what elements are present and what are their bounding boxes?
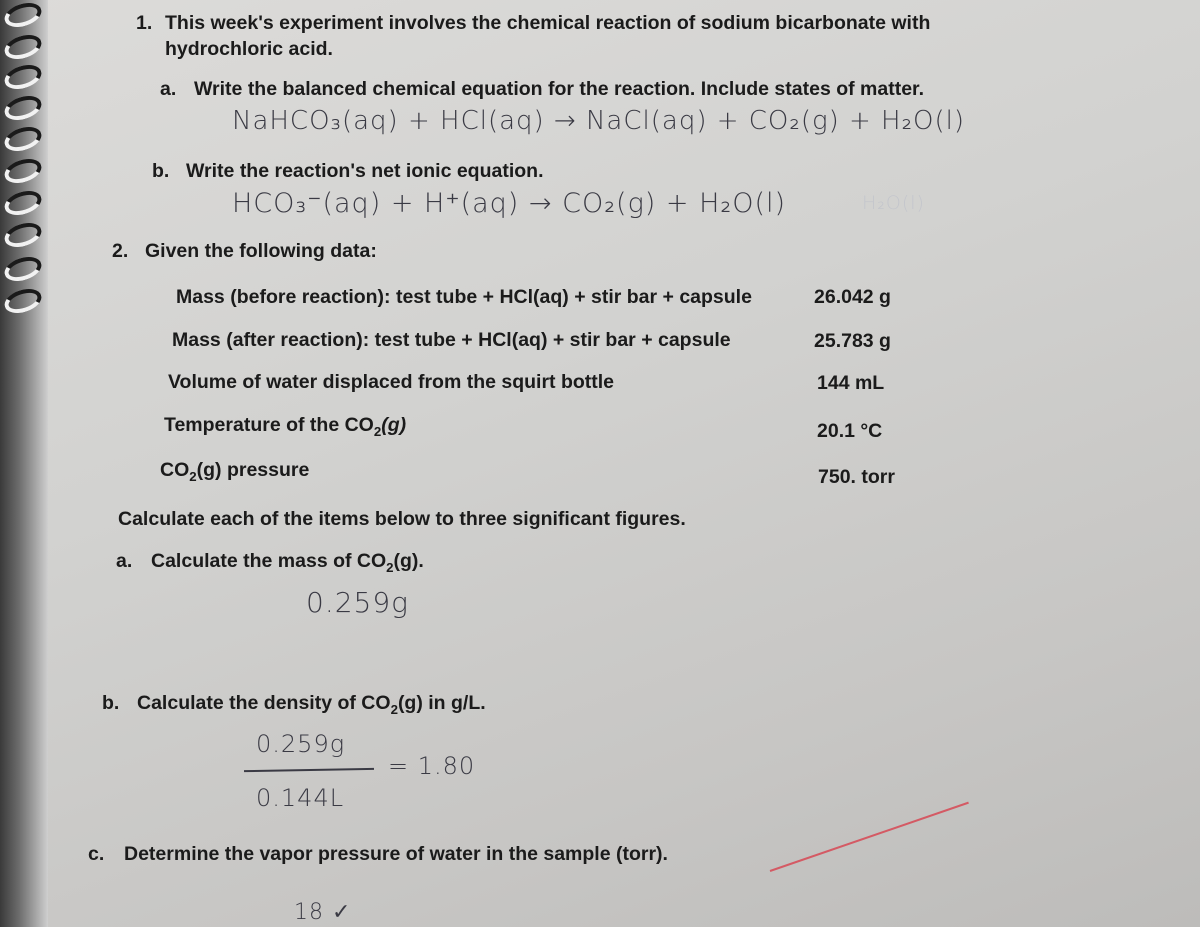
co2-mass-answer: 0.259g	[306, 586, 409, 619]
question-2b-prompt: Calculate the density of $CO_2(g)$ in g/L.	[137, 692, 486, 717]
question-2-intro: Given the following data:	[145, 240, 377, 262]
question-1-text-line1: This week's experiment involves the chemical reaction of sodium bicarbonate with	[165, 12, 931, 34]
data-label-temperature: Temperature of the $CO_2(g)$	[164, 414, 407, 439]
vapor-pressure-answer: 18 ✓	[294, 900, 352, 925]
question-2a-letter: a.	[116, 550, 133, 572]
data-value-temperature: 20.1 °C	[817, 420, 883, 442]
question-2-number: 2.	[112, 240, 129, 262]
binding-ring	[2, 285, 45, 318]
data-value-volume: 144 mL	[817, 372, 885, 394]
binding-ring	[2, 155, 45, 188]
question-2c-prompt: Determine the vapor pressure of water in the sample (torr).	[124, 843, 668, 865]
data-label-pressure: $CO_2(g)$ pressure	[160, 459, 310, 484]
question-1b-letter: b.	[152, 160, 170, 182]
net-ionic-equation-answer: HCO₃⁻(aq) + H⁺(aq) → CO₂(g) + H₂O(l)	[232, 188, 787, 219]
question-1-number: 1.	[136, 12, 153, 34]
binding-ring	[2, 123, 45, 156]
question-1-text-line2: hydrochloric acid.	[165, 38, 333, 60]
binding-ring	[2, 31, 45, 64]
binding-ring	[2, 92, 45, 125]
data-label-mass-after: Mass (after reaction): test tube + HCl(aq) + stir bar + capsule	[172, 329, 731, 351]
binding-ring	[2, 253, 45, 286]
spiral-binding	[0, 0, 48, 927]
data-label-mass-before: Mass (before reaction): test tube + HCl(aq) + stir bar + capsule	[176, 286, 752, 308]
data-label-volume: Volume of water displaced from the squirt bottle	[168, 371, 615, 393]
question-1b-prompt: Write the reaction's net ionic equation.	[186, 160, 544, 182]
balanced-equation-answer: NaHCO₃(aq) + HCl(aq) → NaCl(aq) + CO₂(g) + H₂O(l)	[232, 106, 965, 136]
binding-ring	[2, 219, 45, 252]
question-2c-letter: c.	[88, 843, 105, 865]
binding-ring	[2, 61, 45, 94]
fraction-bar	[244, 768, 374, 772]
density-result: = 1.80	[388, 752, 476, 780]
calculation-instruction: Calculate each of the items below to three significant figures.	[118, 508, 686, 530]
question-2a-prompt: Calculate the mass of $CO_2(g)$.	[151, 550, 424, 575]
density-numerator: 0.259g	[256, 730, 346, 758]
faint-water-answer: H₂O(l)	[862, 192, 925, 214]
data-value-pressure: 750. torr	[818, 466, 895, 488]
binding-ring	[2, 187, 45, 220]
question-2b-letter: b.	[102, 692, 120, 714]
question-1a-letter: a.	[160, 78, 177, 100]
data-value-mass-after: 25.783 g	[814, 330, 891, 352]
binding-ring	[2, 0, 45, 31]
question-1a-prompt: Write the balanced chemical equation for the reaction. Include states of matter.	[194, 78, 924, 100]
red-pen-mark	[770, 802, 969, 872]
density-denominator: 0.144L	[256, 784, 345, 812]
data-value-mass-before: 26.042 g	[814, 286, 891, 308]
